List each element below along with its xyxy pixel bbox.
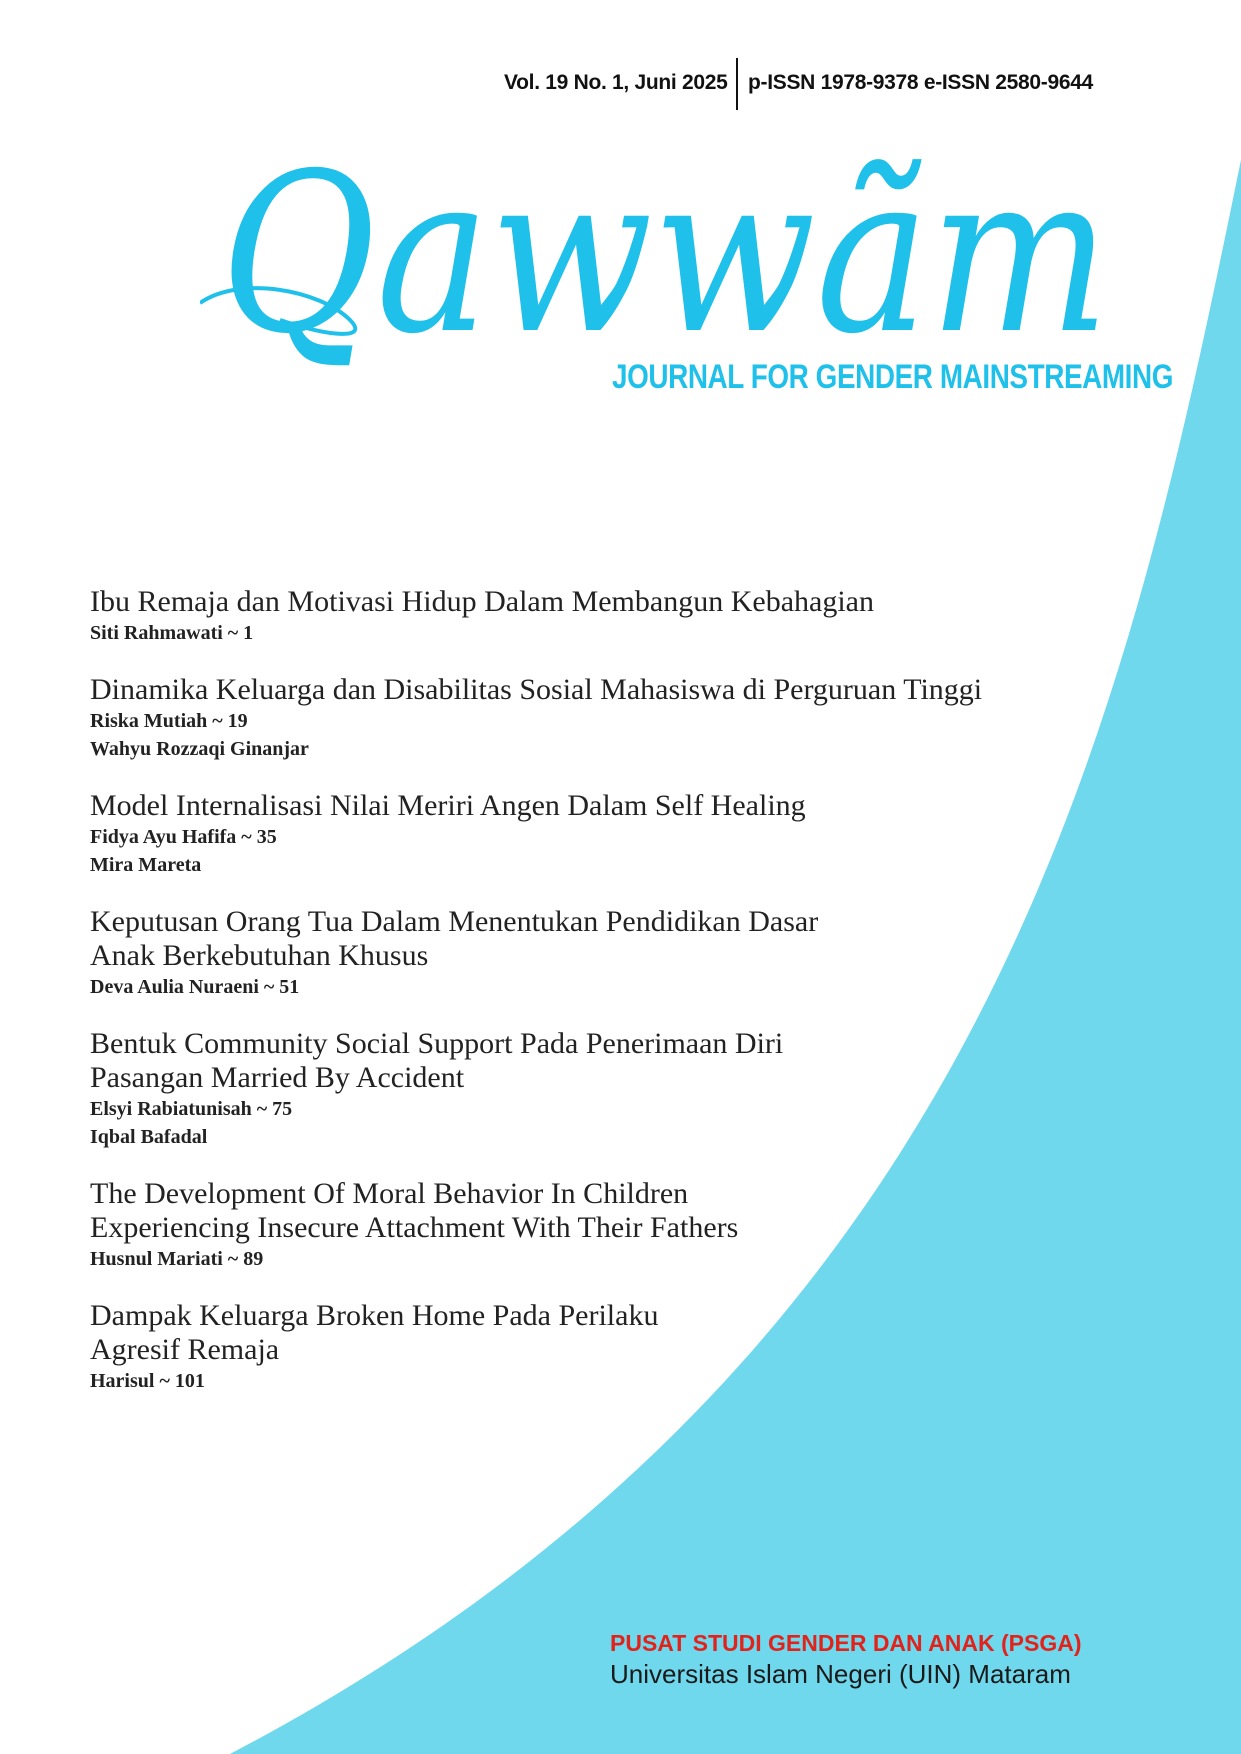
publisher-university: Universitas Islam Negeri (UIN) Mataram — [610, 1659, 1071, 1689]
article-author: Elsyi Rabiatunisah ~ 75 — [90, 1098, 293, 1120]
masthead — [500, 56, 1140, 112]
article-entry — [90, 789, 1090, 879]
article-author: Harisul ~ 101 — [90, 1370, 205, 1392]
article-entry — [90, 585, 1090, 647]
article-title: Bentuk Community Social Support Pada Penerimaan Diri — [90, 1027, 784, 1060]
article-title: Agresif Remaja — [90, 1333, 280, 1366]
article-entry — [90, 905, 1090, 1001]
article-author: Iqbal Bafadal — [90, 1126, 208, 1148]
journal-subtitle: JOURNAL FOR GENDER MAINSTREAMING — [612, 358, 1174, 396]
article-entry — [90, 1177, 1090, 1273]
article-entry — [90, 1027, 1090, 1151]
article-entry — [90, 673, 1090, 763]
article-title: Model Internalisasi Nilai Meriri Angen Dalam Self Healing — [90, 789, 806, 822]
article-author: Husnul Mariati ~ 89 — [90, 1248, 264, 1270]
article-author: Mira Mareta — [90, 854, 202, 876]
article-title: Dinamika Keluarga dan Disabilitas Sosial Mahasiswa di Perguruan Tinggi — [90, 673, 983, 706]
publisher-footer — [610, 1628, 1170, 1690]
article-title: Dampak Keluarga Broken Home Pada Perilaku — [90, 1299, 659, 1332]
article-title: Ibu Remaja dan Motivasi Hidup Dalam Membangun Kebahagian — [90, 585, 874, 618]
article-entry — [90, 1299, 1090, 1395]
article-title: The Development Of Moral Behavior In Children — [90, 1177, 689, 1210]
logo-wordmark: Qawwãm — [220, 126, 1110, 375]
table-of-contents — [90, 585, 1090, 1421]
issn-info: p-ISSN 1978-9378 e-ISSN 2580-9644 — [748, 71, 1093, 94]
article-title: Anak Berkebutuhan Khusus — [90, 939, 429, 972]
article-author: Wahyu Rozzaqi Ginanjar — [90, 738, 309, 760]
article-author: Riska Mutiah ~ 19 — [90, 710, 248, 732]
article-title: Experiencing Insecure Attachment With Their Fathers — [90, 1211, 739, 1244]
publisher-organization: PUSAT STUDI GENDER DAN ANAK (PSGA) — [610, 1630, 1082, 1656]
article-author: Fidya Ayu Hafifa ~ 35 — [90, 826, 277, 848]
masthead-divider — [736, 58, 738, 110]
article-author: Deva Aulia Nuraeni ~ 51 — [90, 976, 300, 998]
article-title: Keputusan Orang Tua Dalam Menentukan Pendidikan Dasar — [90, 905, 819, 938]
article-author: Siti Rahmawati ~ 1 — [90, 622, 254, 644]
journal-logo — [200, 115, 1130, 375]
volume-info: Vol. 19 No. 1, Juni 2025 — [504, 71, 728, 94]
article-title: Pasangan Married By Accident — [90, 1061, 465, 1094]
